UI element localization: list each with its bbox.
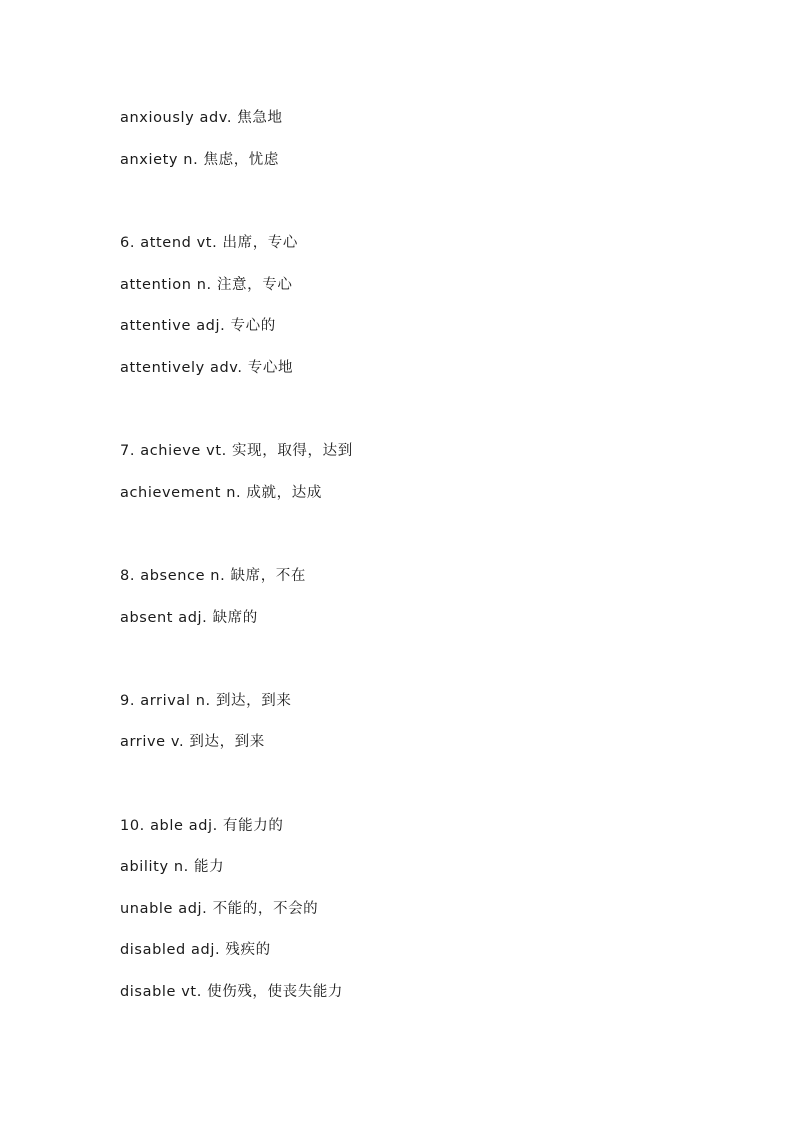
vocab-line-able: 10. able adj. 有能力的 — [120, 818, 284, 834]
vocab-line-attentive: attentive adj. 专心的 — [120, 318, 276, 334]
vocab-line-unable: unable adj. 不能的，不会的 — [120, 901, 319, 917]
vocab-line-arrive: arrive v. 到达，到来 — [120, 734, 265, 750]
vocab-line-attention: attention n. 注意，专心 — [120, 277, 293, 293]
vocab-line-attentively: attentively adv. 专心地 — [120, 360, 294, 376]
vocab-line-disabled: disabled adj. 残疾的 — [120, 942, 271, 958]
vocab-line-achievement: achievement n. 成就，达成 — [120, 485, 322, 501]
vocab-line-achieve: 7. achieve vt. 实现，取得，达到 — [120, 443, 353, 459]
vocab-line-disable: disable vt. 使伤残，使丧失能力 — [120, 984, 344, 1000]
vocab-line-absent: absent adj. 缺席的 — [120, 610, 258, 626]
vocab-line-ability: ability n. 能力 — [120, 859, 225, 875]
vocab-line-attend: 6. attend vt. 出席，专心 — [120, 235, 299, 251]
vocab-line-absence: 8. absence n. 缺席，不在 — [120, 568, 307, 584]
vocab-line-anxiously: anxiously adv. 焦急地 — [120, 110, 283, 126]
vocab-line-anxiety: anxiety n. 焦虑，忧虑 — [120, 152, 279, 168]
vocab-line-arrival: 9. arrival n. 到达，到来 — [120, 693, 292, 709]
